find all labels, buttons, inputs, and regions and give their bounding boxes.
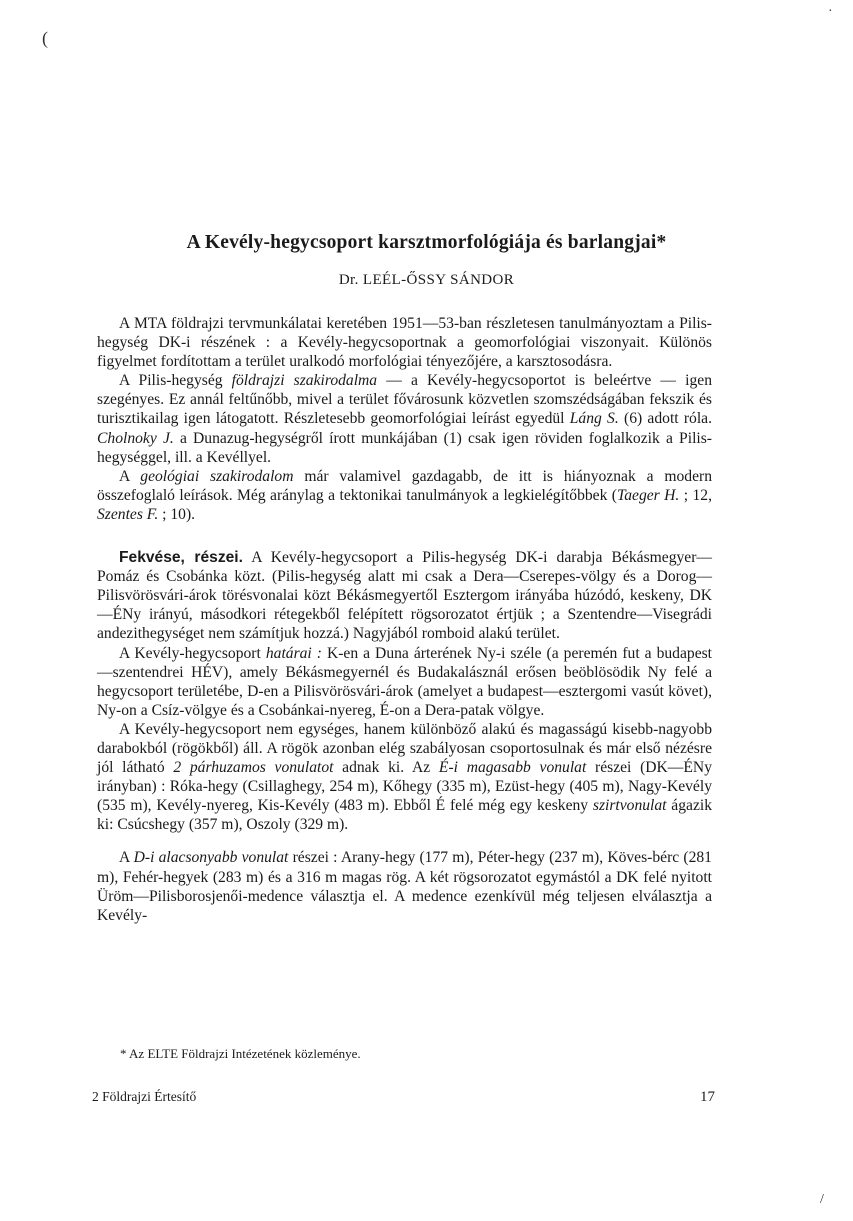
emphasis-text: É-i magasabb vonulat	[438, 759, 587, 777]
paragraph-intro: A MTA földrajzi tervmunkálatai keretében 1951—53-ban részletesen tanulmányoztam a Pilis-hegység DK-i részének : a Kevély-hegycsoportnak a geomorfológiai viszonyait. Különös figyelmet fordítottam a terület uralkodó morfológiai tényezőjére, a karsztosodásra.	[97, 315, 712, 371]
text-run: ; 10).	[158, 505, 196, 523]
emphasis-text: geológiai szakirodalom	[140, 467, 294, 485]
paragraph-geographic-literature	[97, 371, 712, 466]
text-run: már valamivel gazdagabb, de itt is hiányoznak a modern összefoglaló leírások. Még aránylag a tektonikai tanulmányok a legkielégítőbbek (	[97, 467, 712, 504]
author-citation: Cholnoky J.	[97, 429, 174, 447]
text-run: A Kevély-hegycsoport nem egységes, hanem különböző alakú és magasságú kisebb-nagyobb darabokból (rögökből) áll. A rögök azonban elég szabályosan csoportosulnak és már első nézésre jól látható	[97, 720, 712, 777]
article-author: Dr. LEÉL-ŐSSY SÁNDOR	[338, 272, 515, 288]
page-number: 17	[700, 1089, 715, 1105]
section-heading: Fekvése, részei.	[119, 549, 243, 567]
text-run: (6) adott róla.	[618, 410, 712, 428]
scan-mark-top-right: ·	[828, 4, 833, 19]
text-run: — a Kevély-hegycsoportot is beleértve — igen szegényes. Ez annál feltűnőbb, mivel a terület fővárosunk közvetlen szomszédságában fekszik és turisztikailag igen látogatott. Részletesebb geomorfológiai leírást egyedül	[97, 372, 712, 428]
paragraph-boundaries	[97, 644, 712, 720]
text-run: adnak ki. Az	[333, 759, 439, 777]
footnote: * Az ELTE Földrajzi Intézetének közleménye.	[120, 1046, 361, 1061]
text-run: A	[119, 849, 134, 867]
text-run: A	[119, 467, 141, 485]
paragraph-southern-ridge	[97, 848, 712, 924]
emphasis-text: földrajzi szakirodalma	[231, 372, 378, 390]
text-run: A Pilis-hegység	[119, 372, 232, 390]
scan-mark-bottom-right: /	[820, 1192, 824, 1207]
text-run: K-en a Duna árterének Ny-i széle (a peremén fut a budapest—szentendrei HÉV), amely Békásmegyernél és Budakalásznál erősen beöblösödik Ny felé a hegycsoport területébe, D-en a Pilisvörösvári-árok (amelyet a budapest—esztergomi vasút követ), Ny-on a Csíz-völgye és a Csobánkai-nyereg, É-on a Dera-patak völgye.	[97, 644, 713, 719]
text-run: részei : Arany-hegy (177 m), Péter-hegy (237 m), Köves-bérc (281 m), Fehér-hegyek (283 m) és a 316 m magas rög. A két rögsorozatot egymástól a DK felé nyitott Üröm—Pilisborosjenői-medence választja el. A medence ezenkívül még teljesen elválasztja a Kevély-	[97, 849, 712, 924]
journal-signature: 2 Földrajzi Értesítő	[92, 1089, 197, 1104]
emphasis-text: D-i alacsonyabb vonulat	[133, 849, 289, 867]
author-citation: Láng S.	[569, 410, 619, 428]
emphasis-text: szirtvonulat	[592, 797, 667, 815]
emphasis-text: határai :	[265, 644, 322, 662]
emphasis-text: 2 párhuzamos vonulatot	[173, 759, 334, 777]
text-run: A Kevély-hegycsoport a Pilis-hegység DK-i darabja Békásmegyer—Pomáz és Csobánka közt. (Pilis-hegység alatt mi csak a Dera—Cserepes-völgy és a Dorog—Pilisvörösvári-árok törésvonalai közt Békásmegyertől Esztergom irányába húzódó, keskeny, DK—ÉNy irányú, másodkori rétegekből felépített rögsorozatot értjük ; a Szentendre—Visegrádi andezithegységet nem számítjuk hozzá.) Nagyjából romboid alakú terület.	[97, 549, 712, 643]
author-citation: Szentes F.	[97, 505, 159, 523]
paragraph-ridges	[97, 720, 712, 835]
author-citation: Taeger H.	[617, 486, 680, 504]
article-title: A Kevély-hegycsoport karsztmorfológiája és barlangjai*	[186, 232, 667, 253]
text-run: ; 12,	[679, 486, 712, 504]
text-run: ágazik ki: Csúcshegy (357 m), Oszoly (329 m).	[97, 797, 712, 834]
text-run: részei (DK—ÉNy irányban) : Róka-hegy (Csillaghegy, 254 m), Kőhegy (335 m), Ezüst-hegy (405 m), Nagy-Kevély (535 m), Kevély-nyereg, Kis-Kevély (483 m). Ebből É felé még egy keskeny	[97, 759, 712, 815]
article-body	[97, 314, 712, 925]
text-run: A Kevély-hegycsoport	[119, 644, 266, 662]
paragraph-location	[97, 548, 712, 643]
paragraph-geological-literature	[97, 467, 712, 524]
text-run: a Dunazug-hegységről írott munkájában (1) csak igen röviden foglalkozik a Pilis-hegységgel, ill. a Kevéllyel.	[97, 429, 712, 466]
scan-mark-top-left: (	[42, 28, 48, 48]
